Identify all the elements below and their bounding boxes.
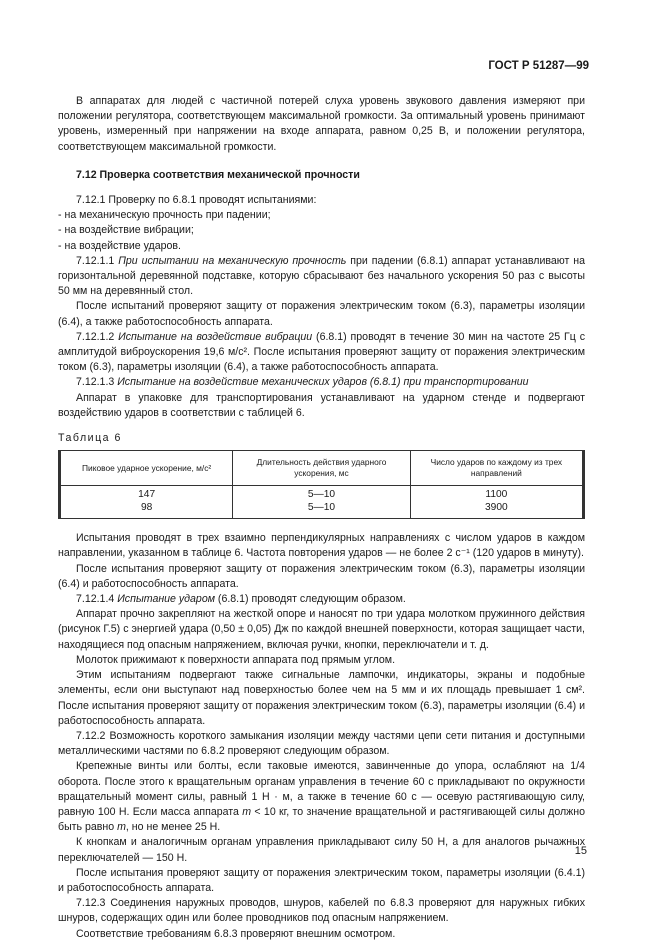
- table-frame: [58, 450, 585, 519]
- section-heading: 7.12 Проверка соответствия механической прочности: [76, 168, 360, 181]
- paragraph-screws: [58, 759, 585, 835]
- paragraph: Аппарат в упаковке для транспортирования устанавливают на ударном стенде и подвергают воздействию ударов в соответствии с таблицей 6.: [58, 391, 585, 419]
- list-intro: 7.12.1 Проверку по 6.8.1 проводят испытаниями:: [76, 194, 317, 207]
- paragraph: Испытания проводят в трех взаимно перпендикулярных направлениях с числом ударов в каждом направлении, указанном в таблице 6. Частота повторения ударов — не более 2 с⁻¹ (120 ударов в минуту).: [58, 532, 585, 560]
- standard-header: ГОСТ Р 51287—99: [488, 60, 589, 72]
- list-item: - на воздействие вибрации;: [58, 224, 194, 237]
- clause-italic: Испытание на воздействие механических ударов (6.8.1) при транспортировании: [117, 376, 529, 389]
- table-header-cell: Длительность действия ударного ускорения, мс: [233, 451, 410, 486]
- paragraph: 7.12.2 Возможность короткого замыкания изоляции между частями цепи сети питания и доступными металлическими частями по 6.8.2 проверяют следующим образом.: [58, 729, 585, 758]
- document-body: [58, 94, 585, 942]
- clause-7-12-1-1: [58, 254, 585, 300]
- text-run: Крепежные винты или болты, если таковые имеются, завинченные до упора, ослабляют на 1/4 оборота. После этого к вращательным органам управления в течение 60 с прикладывают по окружности вращательный момент силы, равный 1 Н · м, а также в течение 60 с — осевую растягивающую силу, равную 100 Н. Если масса аппарата: [58, 760, 585, 818]
- text-run: , но не менее 25 Н.: [125, 821, 221, 834]
- paragraph: Молоток прижимают к поверхности аппарата под прямым углом.: [76, 653, 396, 666]
- clause-text: (6.8.1) проводят следующим образом.: [214, 593, 406, 606]
- paragraph: К кнопкам и аналогичным органам управления прикладывают силу 50 Н, а для аналогов рычажных переключателей — 150 Н.: [58, 836, 585, 864]
- table-cell: [410, 486, 582, 519]
- table-header-cell: Пиковое ударное ускорение, м/с²: [61, 451, 233, 486]
- list-item: - на воздействие ударов.: [58, 239, 181, 252]
- table-title: Таблица 6: [58, 432, 122, 445]
- cell-value: 5—10: [307, 501, 336, 513]
- paragraph: Этим испытаниям подвергают также сигнальные лампочки, индикаторы, экраны и подобные элементы, если они выступают над поверхностью более чем на 5 мм и их площадь превышает 1 см². После испытания проверяют защиту от поражения электрическим током (6.3), параметры изоляции (6.4) и работоспособность аппарата.: [58, 669, 585, 727]
- paragraph: Соответствие требованиям 6.8.3 проверяют внешним осмотром.: [76, 927, 396, 940]
- clause-7-12-1-4: [58, 592, 585, 607]
- clause-number: 7.12.1.2: [76, 330, 119, 343]
- paragraph: После испытания проверяют защиту от поражения электрическим током, параметры изоляции (6.4.1) и работоспособность аппарата.: [58, 866, 585, 894]
- paragraph: 7.12.3 Соединения наружных проводов, шнуров, кабелей по 6.8.3 проверяют для наружных гибких шнуров, содержащих один или более проводников под опасным напряжением.: [58, 897, 585, 925]
- table-row: [61, 486, 583, 519]
- variable: m: [117, 821, 126, 834]
- cell-value: 1100: [485, 489, 508, 501]
- clause-number: 7.12.1.4: [76, 593, 118, 606]
- page-number: 15: [574, 845, 587, 857]
- table-header-cell: Число ударов по каждому из трех направлений: [410, 451, 582, 486]
- clause-7-12-1-2: [58, 330, 585, 376]
- list-item: - на механическую прочность при падении;: [58, 209, 271, 222]
- clause-number: 7.12.1.1: [76, 254, 119, 267]
- table-header-row: [61, 451, 583, 486]
- cell-value: 5—10: [307, 489, 336, 501]
- clause-7-12-1-3: [58, 375, 585, 390]
- paragraph: После испытаний проверяют защиту от поражения электрическим током (6.3), параметры изоляции (6.4), а также работоспособность аппарата.: [58, 300, 585, 328]
- table-cell: [233, 486, 410, 519]
- clause-text: (6.8.1) проводят в течение 30 мин на частоте 25 Гц с амплитудой виброускорения 19,6 м/с². После испытания проверяют защиту от поражения электрическим током (6.3), параметры изоляции (6.4), а также работоспособность аппарата.: [58, 330, 586, 374]
- cell-value: 3900: [485, 501, 508, 513]
- variable: m: [242, 805, 252, 818]
- clause-text: при падении (6.8.1) аппарат устанавливают на горизонтальной деревянной подставке, которую сбрасывают без начального ускорения 50 раз с высоты 50 мм на деревянный стол.: [58, 254, 586, 298]
- paragraph: Аппарат прочно закрепляют на жесткой опоре и наносят по три удара молотком пружинного действия (рисунок Г.5) с энергией удара (0,50 ± 0,05) Дж по каждой внешней поверхности, которая защищает части, находящиеся под опасным напряжением, включая ручки, кнопки, переключатели и т. д.: [58, 608, 585, 651]
- shock-table: [60, 450, 583, 519]
- clause-italic: При испытании на механическую прочность: [118, 254, 347, 267]
- clause-italic: Испытание на воздействие вибрации: [118, 330, 313, 343]
- paragraph: В аппаратах для людей с частичной потерей слуха уровень звукового давления измеряют при положении регулятора, соответствующем максимальной громкости. За оптимальный уровень принимают уровень, измеренный при напряжении на входе аппарата, равном 0,25 В, и положении регулятора, соответствующем максимальной громкости.: [58, 95, 585, 153]
- text-run: < 10 кг, то значение вращательной и растягивающей силы должно быть равно: [58, 805, 586, 834]
- cell-value: 147: [138, 489, 156, 501]
- table-cell: [61, 486, 233, 519]
- cell-value: 98: [140, 501, 153, 513]
- paragraph: После испытания проверяют защиту от поражения электрическим током (6.3), параметры изоляции (6.4) и работоспособность аппарата.: [58, 562, 585, 590]
- clause-number: 7.12.1.3: [76, 376, 118, 389]
- clause-italic: Испытание ударом: [117, 593, 215, 606]
